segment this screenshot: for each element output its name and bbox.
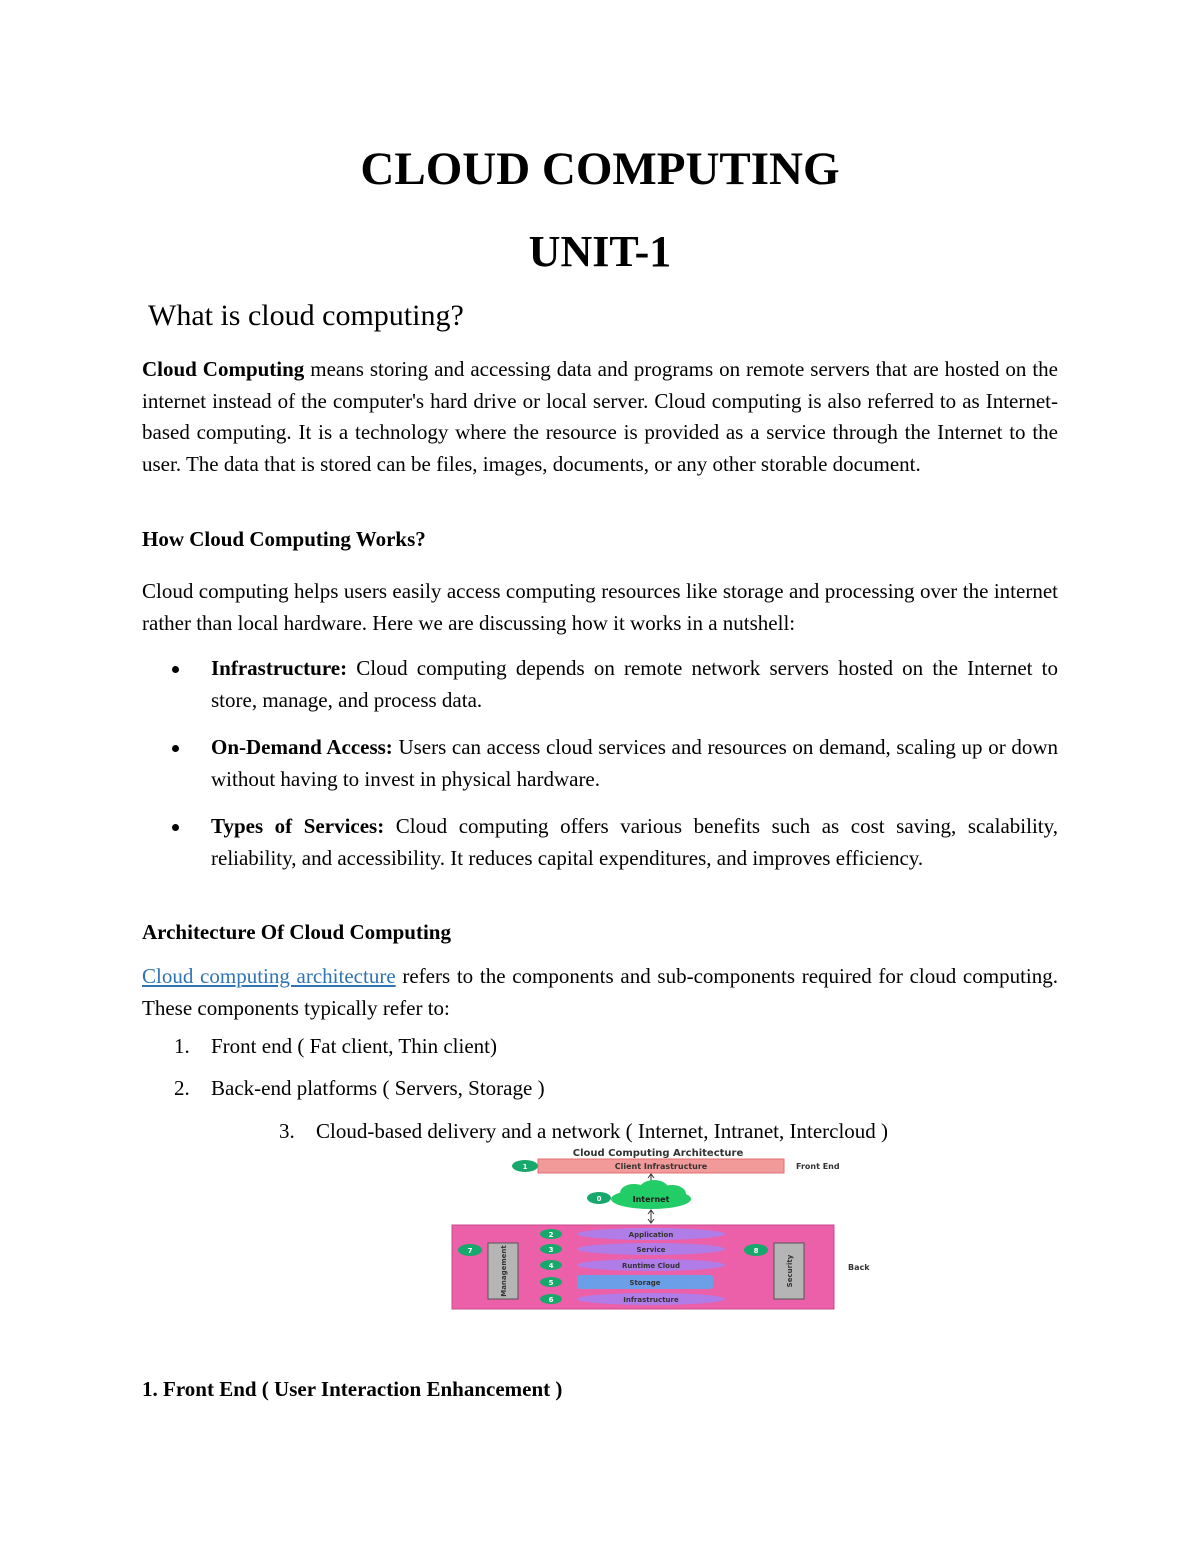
how-heading: How Cloud Computing Works? bbox=[142, 527, 426, 551]
list-number: 2. bbox=[174, 1076, 190, 1100]
list-text: Cloud-based delivery and a network ( Internet, Intranet, Intercloud ) bbox=[316, 1119, 889, 1143]
intro-bold-term: Cloud Computing bbox=[142, 357, 305, 381]
architecture-paragraph bbox=[142, 961, 1058, 1024]
badge-number: 4 bbox=[548, 1262, 554, 1270]
list-number: 1. bbox=[174, 1034, 190, 1058]
how-paragraph: Cloud computing helps users easily access computing resources like storage and processing over the internet rather than local hardware. Here we are discussing how it works in a nutshell: bbox=[142, 579, 1058, 635]
layer-label: Infrastructure bbox=[623, 1296, 679, 1304]
badge-number: 3 bbox=[548, 1246, 554, 1254]
bullet-text: Users can access cloud services and resources on demand, scaling up or down without having to invest in physical hardware. bbox=[211, 735, 1058, 791]
front-end-label: Front End bbox=[796, 1162, 840, 1171]
architecture-diagram bbox=[448, 1142, 892, 1314]
management-label: Management bbox=[500, 1245, 508, 1297]
badge-number: 0 bbox=[596, 1195, 602, 1203]
bullet-dot-icon bbox=[172, 745, 179, 752]
list-text: Back-end platforms ( Servers, Storage ) bbox=[211, 1076, 545, 1100]
badge-number: 7 bbox=[467, 1247, 473, 1255]
bullet-text: Cloud computing depends on remote network servers hosted on the Internet to store, manage, and process data. bbox=[211, 656, 1058, 712]
bullet-label: Types of Services: bbox=[211, 814, 385, 838]
intro-text: means storing and accessing data and programs on remote servers that are hosted on the internet instead of the computer's hard drive or local server. Cloud computing is also referred to as Internet-based computing. It is a technology where the resource is provided as a service through the Internet to the user. The data that is stored can be files, images, documents, or any other storable document. bbox=[142, 357, 1058, 476]
section-question: What is cloud computing? bbox=[148, 299, 464, 332]
bullet-dot-icon bbox=[172, 666, 179, 673]
bullet-label: Infrastructure: bbox=[211, 656, 348, 680]
bullet-item bbox=[142, 811, 1058, 874]
doc-unit: UNIT-1 bbox=[528, 227, 672, 276]
back-label: Back bbox=[848, 1263, 870, 1272]
list-number: 3. bbox=[279, 1119, 295, 1143]
layer-label: Storage bbox=[629, 1279, 661, 1287]
bullet-item bbox=[142, 732, 1058, 795]
badge-number: 1 bbox=[522, 1163, 528, 1171]
bullet-item bbox=[142, 653, 1058, 716]
client-infrastructure-label: Client Infrastructure bbox=[614, 1162, 708, 1171]
ordered-list-item bbox=[279, 1119, 888, 1144]
bullet-label: On-Demand Access: bbox=[211, 735, 393, 759]
ordered-list-item bbox=[174, 1076, 545, 1101]
layer-label: Service bbox=[636, 1246, 666, 1254]
diagram-title: Cloud Computing Architecture bbox=[572, 1148, 744, 1159]
badge-number: 6 bbox=[548, 1296, 554, 1304]
ordered-list-item bbox=[174, 1034, 497, 1059]
list-text: Front end ( Fat client, Thin client) bbox=[211, 1034, 497, 1058]
security-label: Security bbox=[786, 1254, 794, 1288]
front-end-heading: 1. Front End ( User Interaction Enhancement ) bbox=[142, 1377, 563, 1401]
badge-number: 8 bbox=[753, 1247, 759, 1255]
architecture-heading: Architecture Of Cloud Computing bbox=[142, 920, 451, 944]
bullet-dot-icon bbox=[172, 824, 179, 831]
how-bullet-list bbox=[142, 653, 1058, 874]
layer-label: Runtime Cloud bbox=[622, 1262, 680, 1270]
bullet-text: Cloud computing offers various benefits such as cost saving, scalability, reliability, and accessibility. It reduces capital expenditures, and improves efficiency. bbox=[211, 814, 1059, 870]
badge-number: 2 bbox=[548, 1231, 554, 1239]
doc-title: CLOUD COMPUTING bbox=[360, 143, 840, 195]
architecture-text: refers to the components and sub-components required for cloud computing. These components typically refer to: bbox=[142, 964, 1058, 1020]
internet-label: Internet bbox=[632, 1195, 670, 1204]
intro-paragraph bbox=[142, 354, 1058, 480]
layer-label: Application bbox=[628, 1231, 674, 1239]
architecture-link[interactable]: Cloud computing architecture bbox=[142, 964, 396, 988]
badge-number: 5 bbox=[548, 1279, 554, 1287]
